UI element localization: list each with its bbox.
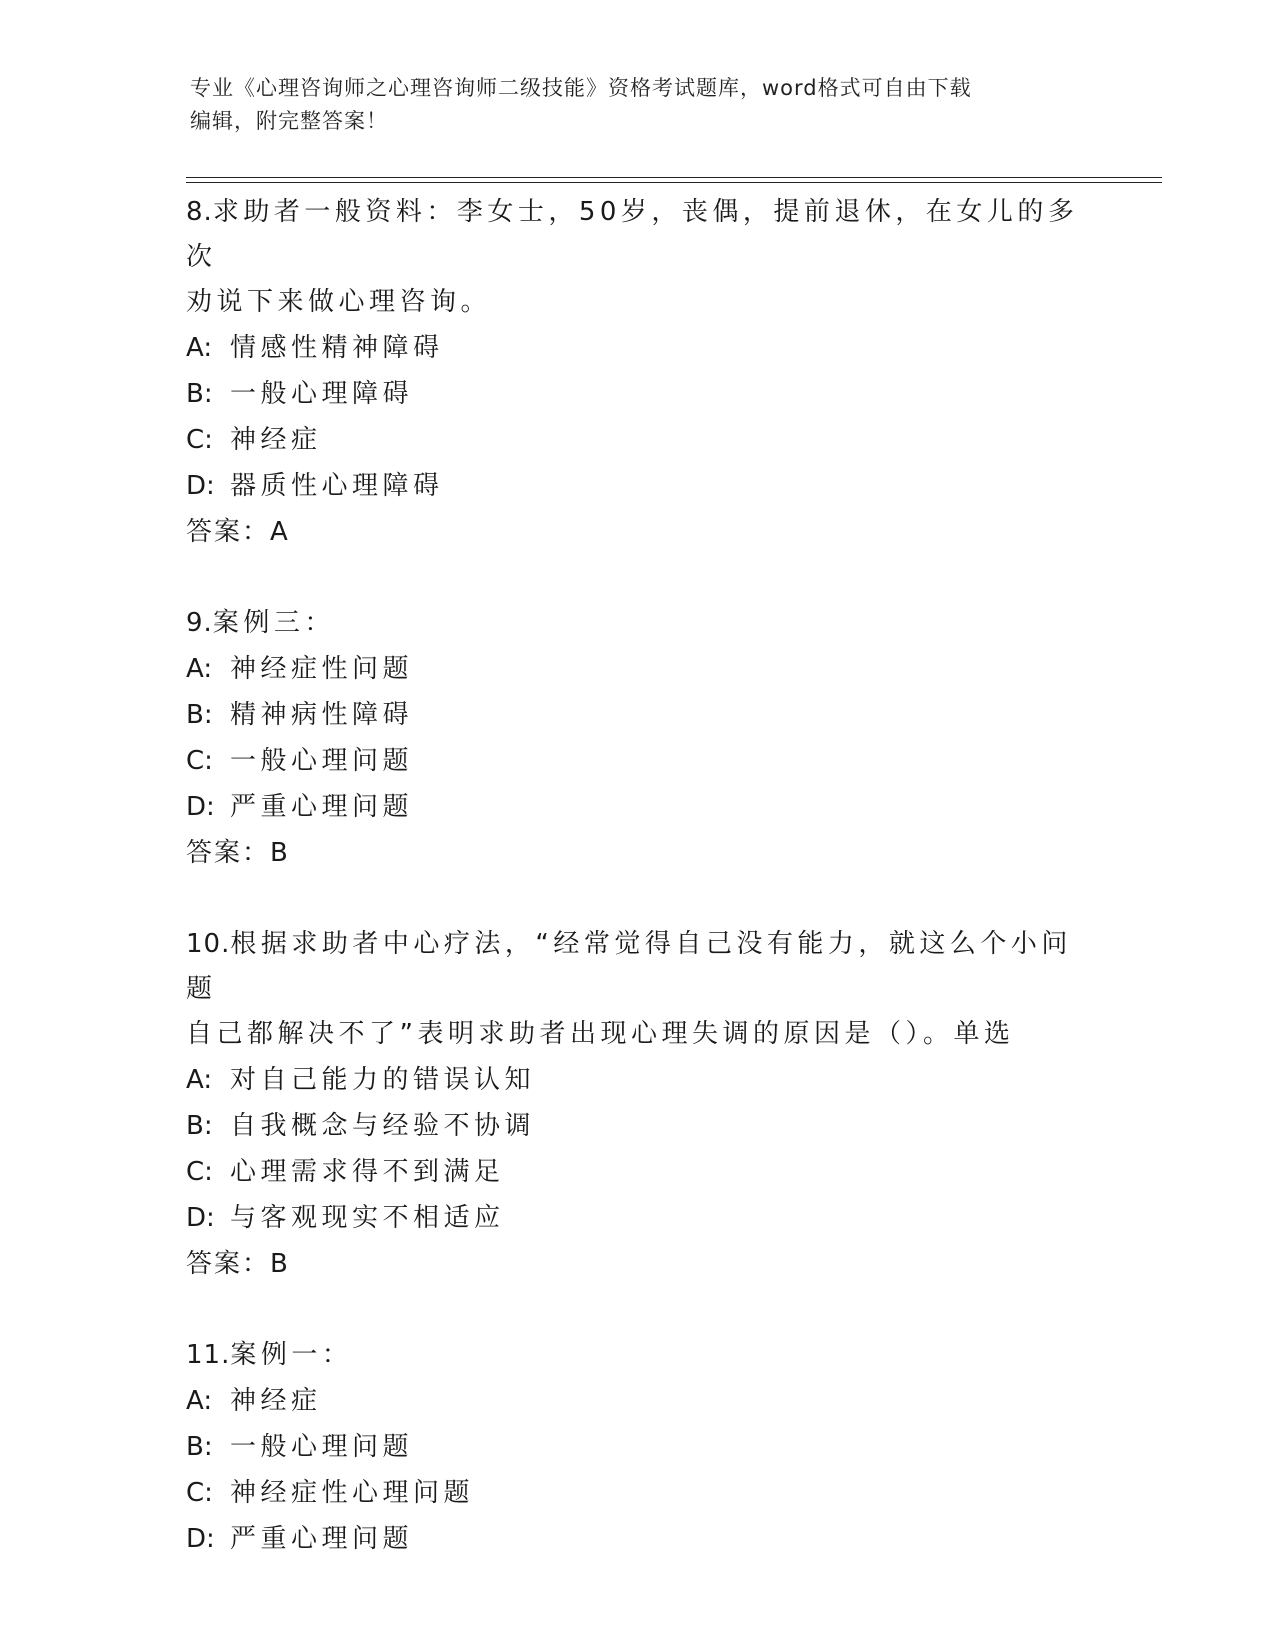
question-stem-line-1: 案例三： — [212, 608, 335, 638]
option-text: 心理需求得不到满足 — [230, 1157, 505, 1187]
option-key: A: — [186, 1065, 213, 1095]
option-c — [186, 417, 1086, 463]
header-line-1: 专业《心理咨询师之心理咨询师二级技能》资格考试题库，word格式可自由下载 — [190, 76, 972, 100]
option-key: C: — [186, 746, 213, 776]
option-key: B: — [186, 379, 213, 409]
option-d — [186, 463, 1086, 509]
question-stem-line-2: 自己都解决不了”表明求助者出现心理失调的原因是（）。单选 — [186, 1019, 1015, 1049]
option-key: D: — [186, 471, 215, 501]
question-list — [186, 190, 1086, 1608]
question-number: 11. — [186, 1340, 231, 1370]
option-key: A: — [186, 654, 213, 684]
option-b — [186, 371, 1086, 417]
header-line-2: 编辑，附完整答案！ — [190, 109, 388, 133]
option-d — [186, 1516, 1086, 1562]
option-text: 一般心理问题 — [230, 1432, 414, 1462]
option-text: 与客观现实不相适应 — [230, 1203, 505, 1233]
option-text: 情感性精神障碍 — [230, 333, 444, 363]
option-d — [186, 784, 1086, 830]
option-text: 对自己能力的错误认知 — [230, 1065, 536, 1095]
question-number: 9. — [186, 608, 213, 638]
header-divider-top — [186, 177, 1162, 178]
option-key: B: — [186, 700, 213, 730]
answer: 答案：A — [186, 517, 290, 547]
option-key: B: — [186, 1111, 213, 1141]
question-stem — [186, 190, 1086, 280]
option-key: A: — [186, 333, 213, 363]
option-key: D: — [186, 1524, 215, 1554]
option-key: D: — [186, 1203, 215, 1233]
question-stem-line-1: 案例一： — [230, 1340, 353, 1370]
option-text: 一般心理障碍 — [230, 379, 414, 409]
header-divider-bottom — [186, 182, 1162, 183]
option-b — [186, 1103, 1086, 1149]
option-key: B: — [186, 1432, 213, 1462]
document-header — [190, 72, 1090, 138]
option-b — [186, 692, 1086, 738]
question-9 — [186, 601, 1086, 876]
option-a — [186, 325, 1086, 371]
option-key: C: — [186, 1157, 213, 1187]
option-key: D: — [186, 792, 215, 822]
option-text: 神经症性问题 — [230, 654, 414, 684]
question-number: 10. — [186, 929, 231, 959]
question-stem-line-1: 根据求助者中心疗法，“经常觉得自己没有能力，就这么个小问题 — [186, 929, 1072, 1004]
option-a — [186, 1057, 1086, 1103]
option-text: 自我概念与经验不协调 — [230, 1111, 536, 1141]
option-text: 神经症 — [230, 1386, 322, 1416]
option-a — [186, 1378, 1086, 1424]
option-c — [186, 738, 1086, 784]
option-text: 严重心理问题 — [230, 792, 414, 822]
option-d — [186, 1195, 1086, 1241]
question-10 — [186, 922, 1086, 1287]
question-11 — [186, 1333, 1086, 1562]
option-text: 器质性心理障碍 — [230, 471, 444, 501]
question-stem — [186, 601, 1086, 646]
question-8 — [186, 190, 1086, 555]
question-stem — [186, 1333, 1086, 1378]
question-stem — [186, 922, 1086, 1012]
option-b — [186, 1424, 1086, 1470]
answer: 答案：B — [186, 838, 290, 868]
question-number: 8. — [186, 197, 213, 227]
answer: 答案：B — [186, 1249, 290, 1279]
option-c — [186, 1470, 1086, 1516]
option-text: 一般心理问题 — [230, 746, 414, 776]
option-c — [186, 1149, 1086, 1195]
option-key: A: — [186, 1386, 213, 1416]
option-key: C: — [186, 425, 213, 455]
question-stem-line-1: 求助者一般资料：李女士，50岁，丧偶，提前退休，在女儿的多次 — [186, 197, 1079, 272]
option-text: 神经症性心理问题 — [230, 1478, 475, 1508]
option-text: 精神病性障碍 — [230, 700, 414, 730]
option-key: C: — [186, 1478, 213, 1508]
option-text: 神经症 — [230, 425, 322, 455]
option-text: 严重心理问题 — [230, 1524, 414, 1554]
option-a — [186, 646, 1086, 692]
question-stem-line-2: 劝说下来做心理咨询。 — [186, 287, 492, 317]
